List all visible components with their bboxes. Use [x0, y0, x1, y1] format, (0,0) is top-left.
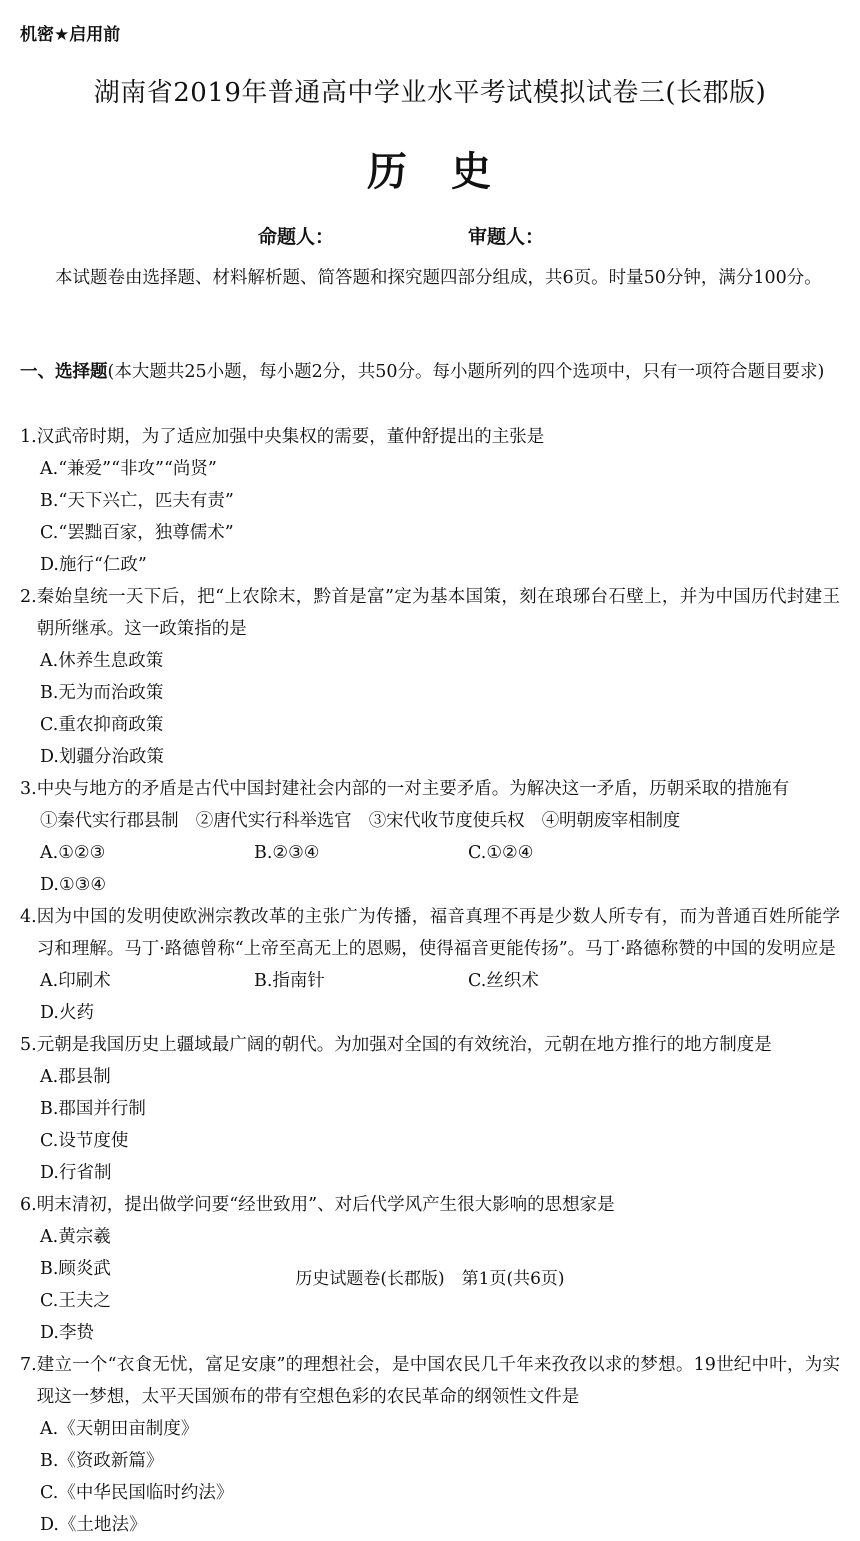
instructions: 本试题卷由选择题、材料解析题、简答题和探究题四部分组成，共6页。时量50分钟，满分100分。: [55, 268, 822, 288]
question-stem: 中央与地方的矛盾是古代中国封建社会内部的一对主要矛盾。为解决这一矛盾，历朝采取的措施有: [36, 779, 790, 799]
option-c: C.设节度使: [40, 1131, 129, 1151]
question-1: [20, 421, 840, 581]
option-d: D.《土地法》: [40, 1515, 147, 1535]
option-b: B.《资政新篇》: [40, 1451, 164, 1471]
option-c: C.“罢黜百家，独尊儒术”: [40, 523, 234, 543]
option-d: D.①③④: [40, 875, 107, 895]
option-b: B.顾炎武: [40, 1259, 111, 1279]
option-d: D.火药: [40, 1003, 94, 1023]
option-a: A.《天朝田亩制度》: [40, 1419, 199, 1439]
option-c: C.王夫之: [40, 1291, 111, 1311]
option-c: C.重农抑商政策: [40, 715, 164, 735]
question-number: 3.: [20, 779, 37, 799]
option-d: D.李贽: [40, 1323, 94, 1343]
option-list: [20, 1061, 840, 1189]
question-4: [20, 901, 840, 1029]
question-statements: ①秦代实行郡县制 ②唐代实行科举选官 ③宋代收节度使兵权 ④明朝废宰相制度: [40, 811, 681, 831]
option-c: C.《中华民国临时约法》: [40, 1483, 234, 1503]
option-c: C.丝织术: [468, 971, 539, 991]
option-d: D.划疆分治政策: [40, 747, 164, 767]
question-number: 5.: [20, 1035, 37, 1055]
question-list: [20, 421, 840, 1541]
question-2: [20, 581, 840, 773]
question-7: [20, 1349, 840, 1541]
option-a: A.①②③: [40, 843, 106, 863]
question-5: [20, 1029, 840, 1189]
section-heading: [20, 356, 840, 388]
section-name: 一、选择题: [20, 362, 108, 382]
option-list: [20, 837, 840, 901]
question-stem: 因为中国的发明使欧洲宗教改革的主张广为传播，福音真理不再是少数人所专有，而为普通百姓所能学习和理解。马丁·路德曾称“上帝至高无上的恩赐，使得福音更能传扬”。马丁·路德称赞的中国的发明应是: [36, 907, 840, 959]
question-number: 6.: [20, 1195, 37, 1215]
question-number: 2.: [20, 587, 37, 607]
option-list: [20, 1413, 840, 1541]
option-b: B.郡国并行制: [40, 1099, 146, 1119]
question-number: 4.: [20, 907, 37, 927]
option-a: A.印刷术: [40, 971, 111, 991]
option-d: D.行省制: [40, 1163, 112, 1183]
option-b: B.“天下兴亡，匹夫有责”: [40, 491, 234, 511]
question-stem: 明末清初，提出做学问要“经世致用”、对后代学风产生很大影响的思想家是: [36, 1195, 615, 1215]
option-b: B.②③④: [254, 843, 320, 863]
question-3: [20, 773, 840, 901]
option-c: C.①②④: [468, 843, 534, 863]
question-setter-label: 命题人：: [258, 226, 335, 248]
option-list: [20, 965, 840, 1029]
option-b: B.指南针: [254, 971, 325, 991]
page-footer: 历史试题卷(长郡版) 第1页(共6页): [295, 1269, 565, 1289]
option-list: [20, 645, 840, 773]
subject-title: 历 史: [367, 149, 493, 195]
option-d: D.施行“仁政”: [40, 555, 147, 575]
option-b: B.无为而治政策: [40, 683, 164, 703]
confidential-label: 机密★启用前: [20, 25, 121, 45]
option-a: A.“兼爱”“非攻”“尚贤”: [40, 459, 217, 479]
question-stem: 秦始皇统一天下后，把“上农除末，黔首是富”定为基本国策，刻在琅琊台石壁上，并为中国历代封建王朝所继承。这一政策指的是: [36, 587, 840, 639]
question-stem: 建立一个“衣食无忧，富足安康”的理想社会，是中国农民几千年来孜孜以求的梦想。19世纪中叶，为实现这一梦想，太平天国颁布的带有空想色彩的农民革命的纲领性文件是: [36, 1355, 840, 1407]
option-a: A.休养生息政策: [40, 651, 164, 671]
section-note: (本大题共25小题，每小题2分，共50分。每小题所列的四个选项中，只有一项符合题目要求): [107, 362, 825, 382]
option-a: A.黄宗羲: [40, 1227, 111, 1247]
question-stem: 汉武帝时期，为了适应加强中央集权的需要，董仲舒提出的主张是: [36, 427, 545, 447]
option-list: [20, 453, 840, 581]
question-stem: 元朝是我国历史上疆域最广阔的朝代。为加强对全国的有效统治，元朝在地方推行的地方制度是: [36, 1035, 772, 1055]
reviewer-label: 审题人：: [468, 226, 545, 248]
question-number: 7.: [20, 1355, 37, 1375]
question-number: 1.: [20, 427, 37, 447]
option-a: A.郡县制: [40, 1067, 111, 1087]
exam-title: 湖南省2019年普通高中学业水平考试模拟试卷三(长郡版): [93, 78, 767, 108]
